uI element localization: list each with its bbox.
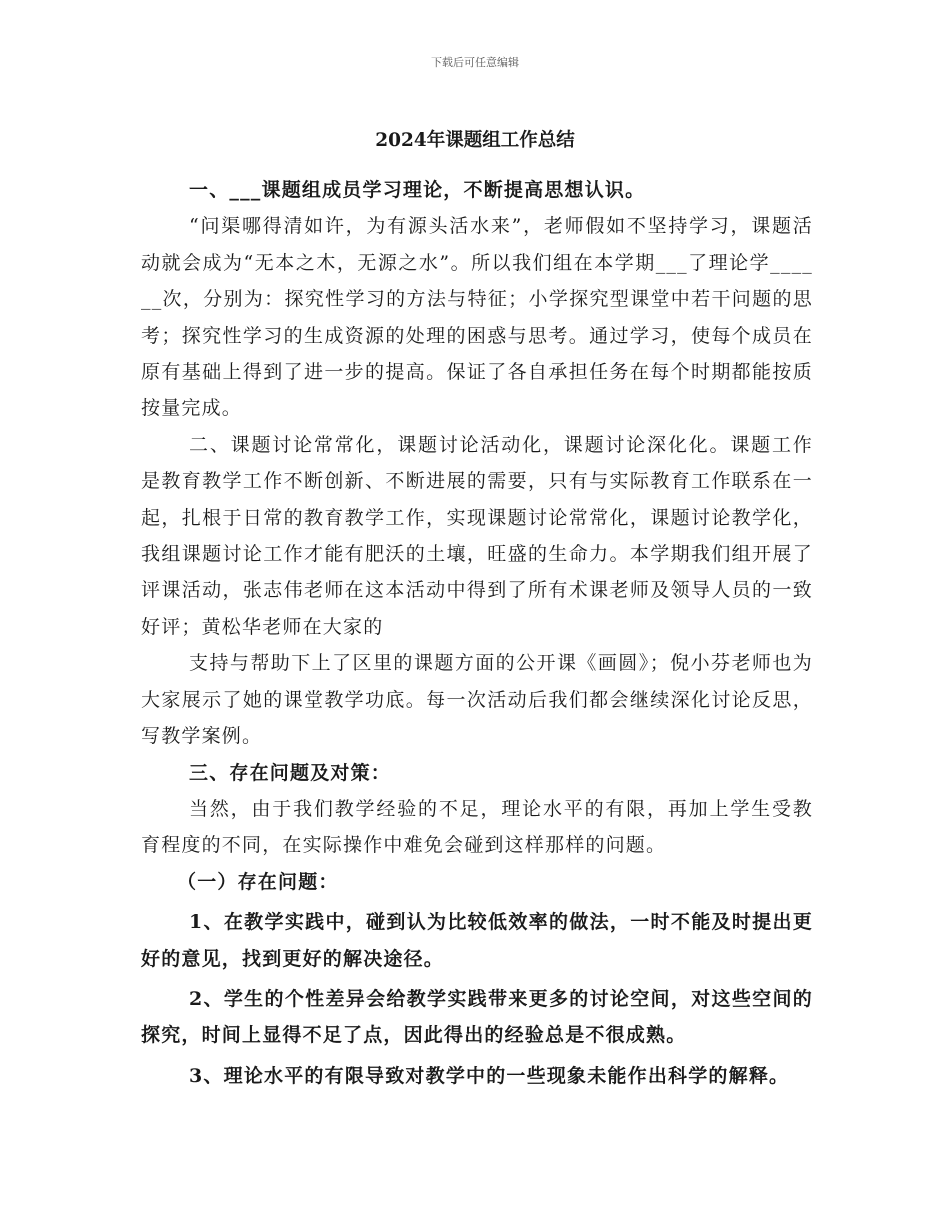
subheading-problems: （一）存在问题： — [177, 870, 339, 893]
section-paragraph-2: 二、课题讨论常常化，课题讨论活动化，课题讨论深化化。课题工作是教育教学工作不断创新、不断进展的需要，只有与实际教育工作联系在一起，扎根于日常的教育教学工作，实现课题讨论常常化，课题讨论教学化，我组课题讨论工作才能有肥沃的土壤，旺盛的生命力。本学期我们组开展了评课活动，张志伟老师在这本活动中得到了所有术课老师及领导人员的一致好评；黄松华老师在大家的 — [141, 433, 813, 638]
document-body — [141, 172, 813, 1094]
problem-item-2: 2、学生的个性差异会给教学实践带来更多的讨论空间，对这些空间的探究，时间上显得不足了点，因此得出的经验总是不很成熟。 — [141, 987, 813, 1047]
page-header: 下载后可任意编辑 — [431, 56, 519, 69]
document-title: 2024年课题组工作总结 — [375, 130, 575, 151]
section-heading-1: 一、___课题组成员学习理论，不断提高思想认识。 — [189, 179, 646, 201]
paragraph-continuation: 支持与帮助下上了区里的课题方面的公开课《画圆》；倪小芬老师也为大家展示了她的课堂教学功底。每一次活动后我们都会继续深化讨论反思，写教学案例。 — [141, 652, 813, 748]
paragraph-study: “问渠哪得清如许，为有源头活水来”，老师假如不坚持学习，课题活动就会成为“无本之木，无源之水”。所以我们组在本学期___了理论学______次，分别为：探究性学习的方法与特征；小学探究型课堂中若干问题的思考；探究性学习的生成资源的处理的困惑与思考。通过学习，使每个成员在原有基础上得到了进一步的提高。保证了各自承担任务在每个时期都能按质按量完成。 — [141, 215, 813, 420]
section-heading-3: 三、存在问题及对策： — [189, 761, 392, 784]
paragraph-problems-intro: 当然，由于我们教学经验的不足，理论水平的有限，再加上学生受教育程度的不同，在实际操作中难免会碰到这样那样的问题。 — [141, 797, 813, 857]
problem-item-1: 1、在教学实践中，碰到认为比较低效率的做法，一时不能及时提出更好的意见，找到更好的解决途径。 — [141, 911, 813, 970]
problem-item-3: 3、理论水平的有限导致对教学中的一些现象未能作出科学的解释。 — [189, 1064, 790, 1087]
